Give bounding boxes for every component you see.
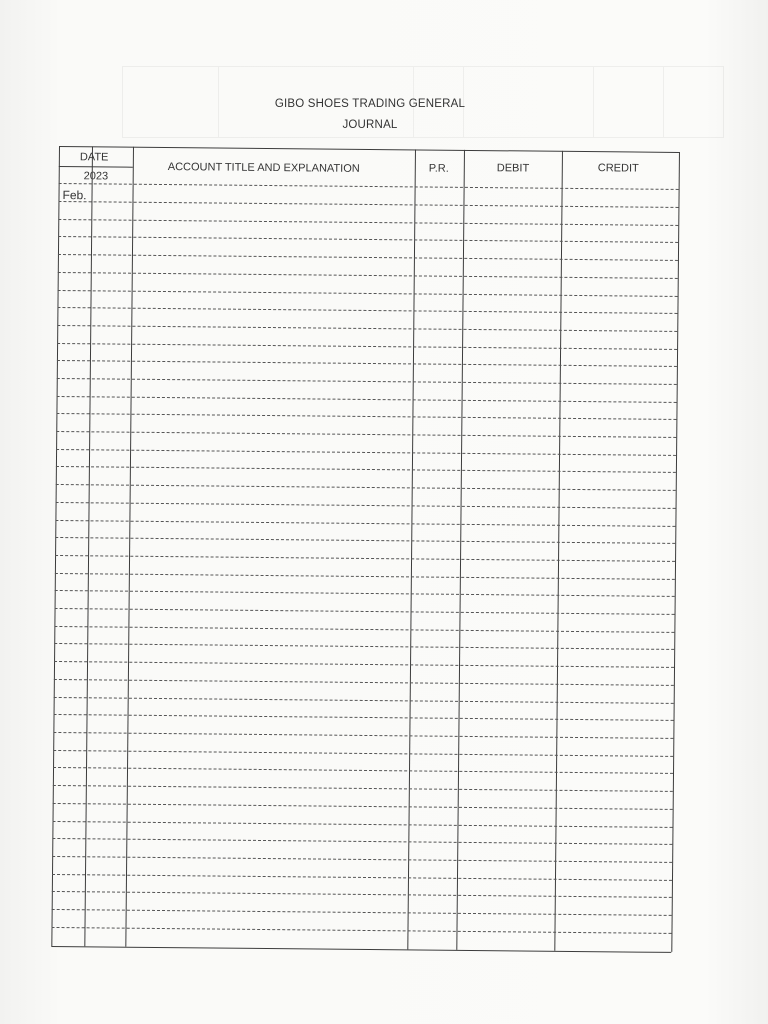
row-rule [55, 537, 675, 544]
row-rule [58, 236, 678, 243]
row-rule [56, 502, 676, 509]
row-rule [55, 555, 675, 562]
row-rule [57, 360, 677, 367]
row-rule [58, 201, 678, 208]
row-rule [53, 821, 673, 828]
row-rule [52, 909, 672, 916]
title-line-1: GIBO SHOES TRADING GENERAL [274, 98, 466, 110]
table-border [51, 946, 671, 953]
row-rule [57, 378, 677, 385]
pr-header: P.R. [428, 162, 449, 175]
row-rule [56, 466, 676, 473]
month-label: Feb. [62, 188, 87, 203]
column-rule [125, 147, 134, 947]
title-line-2: JOURNAL [342, 119, 398, 131]
row-rule [54, 643, 674, 650]
credit-header: CREDIT [597, 162, 639, 175]
row-rule [55, 573, 675, 580]
row-rule [53, 803, 673, 810]
column-rule [84, 146, 93, 946]
row-rule [52, 891, 672, 898]
row-rule [56, 413, 676, 420]
table-border [59, 146, 679, 153]
row-rule [53, 732, 673, 739]
row-rule [54, 679, 674, 686]
header-bottom-rule [59, 183, 679, 190]
journal-title [200, 94, 540, 136]
row-rule [58, 254, 678, 261]
column-rule [456, 150, 465, 950]
row-rule [56, 449, 676, 456]
row-rule [54, 626, 674, 633]
account-title-header: ACCOUNT TITLE AND EXPLANATION [167, 161, 360, 175]
row-rule [58, 219, 678, 226]
date-header: DATE [79, 151, 109, 164]
row-rule [56, 484, 676, 491]
row-rule [51, 927, 671, 934]
column-rule [407, 149, 416, 949]
general-journal-table [51, 146, 679, 952]
row-rule [56, 431, 676, 438]
row-rule [57, 396, 677, 403]
row-rule [58, 272, 678, 279]
row-rule [57, 325, 677, 332]
row-rule [52, 856, 672, 863]
row-rule [53, 767, 673, 774]
row-rule [55, 590, 675, 597]
date-year-divider [59, 166, 133, 168]
column-rule [554, 151, 563, 951]
column-rule [671, 152, 680, 952]
row-rule [53, 785, 673, 792]
row-rule [54, 714, 674, 721]
row-rule [58, 290, 678, 297]
row-rule [52, 838, 672, 845]
row-rule [57, 307, 677, 314]
year-header: 2023 [83, 170, 109, 183]
row-rule [57, 343, 677, 350]
row-rule [54, 697, 674, 704]
row-rule [52, 874, 672, 881]
row-rule [54, 661, 674, 668]
row-rule [55, 520, 675, 527]
column-rule [51, 146, 60, 946]
debit-header: DEBIT [496, 162, 530, 175]
row-rule [55, 608, 675, 615]
row-rule [53, 750, 673, 757]
